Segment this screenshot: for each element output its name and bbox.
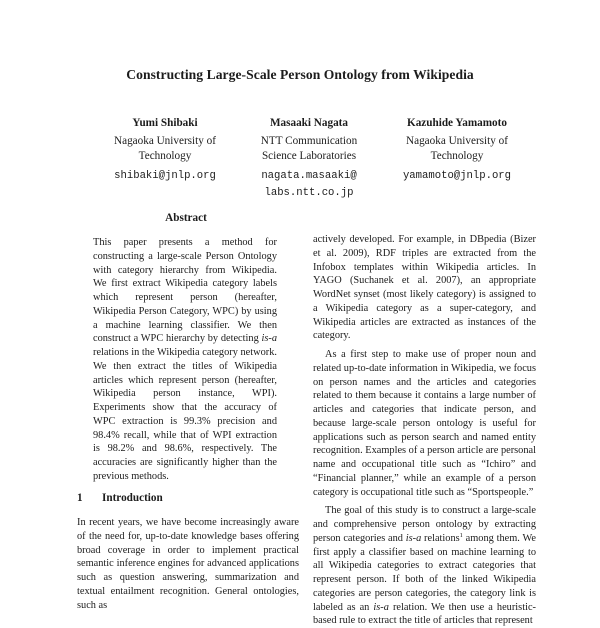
author-affiliation: Nagaoka University of bbox=[114, 134, 216, 147]
author-name: Kazuhide Yamamoto bbox=[407, 117, 507, 129]
text-part: among them. We first apply a classifier based on machine learning to all Wikipedia categories to extract categories that represent person. If both of the linked Wikipedia categories are person categories, the category link is labeled as an bbox=[313, 532, 536, 613]
section-title: Introduction bbox=[102, 492, 163, 504]
emphasis: is-a bbox=[373, 601, 389, 613]
abstract-text-part: This paper presents a method for constructing a large-scale Person Ontology with category hierarchy from Wikipedia. We first extract Wikipedia category labels which represent person (hereafter, Wikipedia Person Category, WPC) by using a machine learning classifier. We then construct a WPC hierarchy by detecting bbox=[93, 237, 277, 345]
author-block-3 bbox=[382, 116, 532, 185]
right-paragraph-2: As a first step to make use of proper noun and related up-to-date information in Wikipedia, we focus on person names and the articles and categories related to them because it contains a large number of articles and categories that indicate person, and because large-scale person ontology is useful for applications such as person search and named entity recognition. Examples of a person article are personal name and occupational title such as “Ichiro” and “Financial planner,” while an example of a person category is occupational title such as “Sportspeople.” bbox=[313, 349, 536, 498]
introduction-text bbox=[77, 516, 299, 612]
author-email: yamamoto@jnlp.org bbox=[402, 169, 512, 182]
author-email: labs.ntt.co.jp bbox=[264, 186, 354, 199]
right-paragraph-1: actively developed. For example, in DBpedia (Bizer et al. 2009), RDF triples are extracted from the Infobox templates within Wikipedia articles. In YAGO (Suchanek et al. 2007), an appropriate WordNet synset (most likely category) is assigned to a Wikipedia category as a super-category, and Wikipedia articles are extracted as instances of the category. bbox=[313, 234, 536, 342]
author-affiliation: NTT Communication bbox=[260, 134, 358, 147]
introduction-paragraph: In recent years, we have become increasingly aware of the need for, up-to-date knowledge bases offering broad coverage in order to implement practical semantic inference engines for advanced applications such as question answering, summarization and textual entailment recognition. General ontologies, such as bbox=[77, 517, 299, 611]
author-affiliation: Nagaoka University of bbox=[406, 134, 508, 147]
abstract-heading: Abstract bbox=[165, 212, 207, 224]
abstract-emphasis: is-a bbox=[261, 333, 277, 345]
text-part: relations bbox=[421, 532, 460, 544]
author-name: Yumi Shibaki bbox=[132, 117, 198, 129]
author-affiliation: Technology bbox=[138, 150, 192, 162]
author-block-2 bbox=[234, 116, 384, 202]
author-affiliation: Science Laboratories bbox=[261, 150, 357, 162]
text-part: relation. We then use a heuristic-based rule to extract the title of articles that represent bbox=[313, 601, 536, 627]
right-paragraph-3 bbox=[313, 504, 536, 628]
author-email: nagata.masaaki@ bbox=[261, 169, 357, 182]
footnote-marker: 1 bbox=[459, 531, 463, 539]
abstract-text bbox=[93, 236, 277, 484]
paper-title: Constructing Large-Scale Person Ontology from Wikipedia bbox=[126, 67, 474, 82]
section-heading bbox=[77, 492, 163, 504]
emphasis: is-a bbox=[405, 532, 422, 544]
text-part: The goal of this study is to construct a large-scale and comprehensive person ontology by extracting person categories and bbox=[313, 505, 536, 544]
abstract-text-part: relations in the Wikipedia category network. We then extract the titles of Wikipedia articles which represent person (hereafter, Wikipedia person instance, WPI). Experiments show that the accuracy of WPC extraction is 99.3% precision and 98.4% recall, while that of WPI extraction is 98.2% and 98.6%, respectively. The accuracies are significantly higher than the previous methods. bbox=[93, 347, 277, 482]
author-email: shibaki@jnlp.org bbox=[114, 169, 216, 182]
author-name: Masaaki Nagata bbox=[269, 117, 348, 129]
author-affiliation: Technology bbox=[430, 150, 484, 162]
section-number: 1 bbox=[77, 492, 83, 504]
author-block-1 bbox=[95, 116, 235, 185]
right-column bbox=[313, 233, 536, 628]
